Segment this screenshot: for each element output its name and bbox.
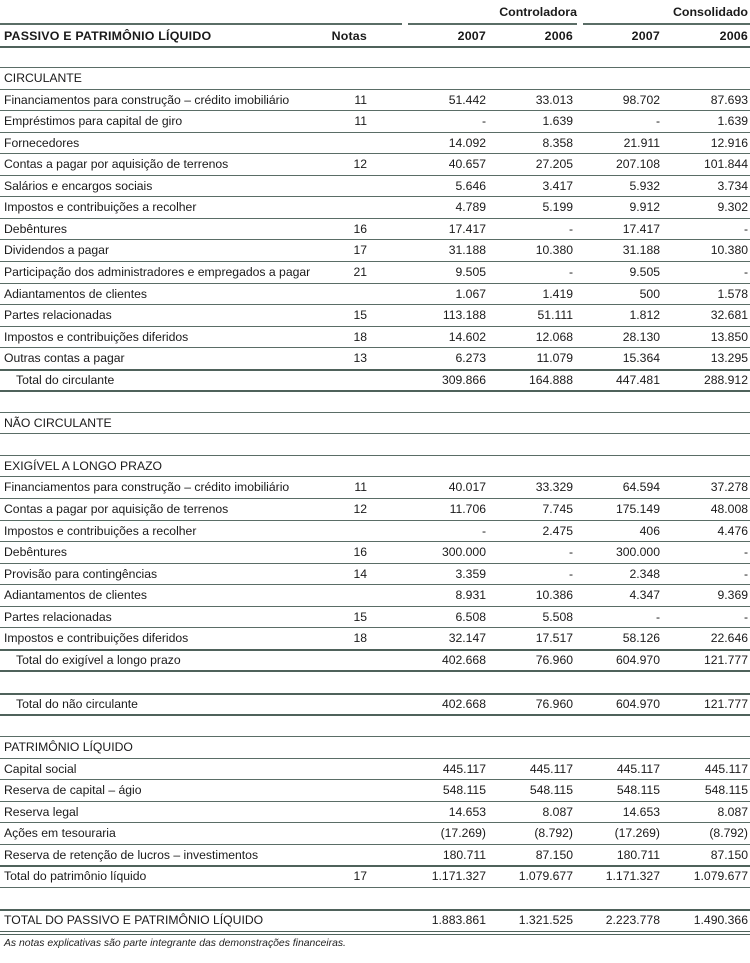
value-consolidado-2007: - bbox=[655, 114, 660, 128]
value-controladora-2006: 87.150 bbox=[535, 848, 573, 862]
value-controladora-2006: 1.079.677 bbox=[518, 869, 573, 883]
value-consolidado-2007: 28.130 bbox=[622, 330, 660, 344]
row-label: Fornecedores bbox=[4, 136, 80, 150]
section-title: PATRIMÔNIO LÍQUIDO bbox=[4, 740, 133, 754]
value-consolidado-2006: 37.278 bbox=[710, 480, 748, 494]
value-controladora-2006: 33.329 bbox=[535, 480, 573, 494]
double-rule bbox=[0, 931, 750, 935]
value-controladora-2006: 8.358 bbox=[542, 136, 573, 150]
table-row bbox=[0, 176, 750, 197]
value-consolidado-2006: 87.150 bbox=[710, 848, 748, 862]
value-consolidado-2007: 207.108 bbox=[615, 157, 660, 171]
value-consolidado-2007: 180.711 bbox=[616, 848, 660, 862]
row-label: Debêntures bbox=[4, 545, 68, 559]
row-nota: 16 bbox=[353, 545, 367, 559]
value-consolidado-2006: 12.916 bbox=[710, 136, 748, 150]
row-nota: 18 bbox=[353, 330, 367, 344]
row-label: Financiamentos para construção – crédito imobiliário bbox=[4, 93, 290, 107]
table-row bbox=[0, 628, 750, 649]
value-consolidado-2006: 13.850 bbox=[710, 330, 748, 344]
row-label: Partes relacionadas bbox=[4, 308, 112, 322]
row-nota: 17 bbox=[353, 869, 367, 883]
total-row-circulante bbox=[0, 370, 750, 391]
row-nota: 12 bbox=[353, 157, 367, 171]
table-row bbox=[0, 499, 750, 520]
value-consolidado-2006: (8.792) bbox=[709, 826, 748, 840]
value-consolidado-2006: - bbox=[743, 545, 748, 559]
value-consolidado-2007: - bbox=[655, 610, 660, 624]
value-consolidado-2007: 548.115 bbox=[616, 783, 660, 797]
row-label: Total do não circulante bbox=[16, 697, 138, 711]
value-consolidado-2007: 604.970 bbox=[615, 697, 660, 711]
row-nota: 15 bbox=[353, 308, 367, 322]
table-row bbox=[0, 845, 750, 866]
value-consolidado-2007: 5.932 bbox=[629, 179, 660, 193]
row-nota: 11 bbox=[354, 93, 367, 107]
table-row bbox=[0, 133, 750, 154]
value-consolidado-2007: 300.000 bbox=[615, 545, 660, 559]
row-label: Contas a pagar por aquisição de terrenos bbox=[4, 157, 229, 171]
value-consolidado-2007: 2.223.778 bbox=[605, 913, 660, 927]
value-controladora-2007: 9.505 bbox=[455, 265, 486, 279]
value-consolidado-2006: 1.079.677 bbox=[693, 869, 748, 883]
row-label: TOTAL DO PASSIVO E PATRIMÔNIO LÍQUIDO bbox=[4, 913, 264, 927]
value-controladora-2007: 402.668 bbox=[441, 653, 486, 667]
row-nota: 18 bbox=[353, 631, 367, 645]
value-consolidado-2006: 4.476 bbox=[717, 524, 748, 538]
value-controladora-2007: 51.442 bbox=[448, 93, 486, 107]
value-consolidado-2006: 121.777 bbox=[703, 697, 748, 711]
value-controladora-2007: 11.706 bbox=[449, 502, 486, 516]
section-heading-patrimonio bbox=[0, 737, 750, 758]
section-heading-exigivel bbox=[0, 456, 750, 477]
row-label: Adiantamentos de clientes bbox=[4, 287, 147, 301]
row-nota: 12 bbox=[353, 502, 367, 516]
value-consolidado-2007: 1.812 bbox=[629, 308, 660, 322]
value-controladora-2006: - bbox=[568, 545, 573, 559]
column-header-row bbox=[0, 26, 750, 47]
value-consolidado-2007: 17.417 bbox=[622, 222, 660, 236]
column-header-controladora-2007: 2007 bbox=[457, 29, 486, 43]
value-consolidado-2007: 406 bbox=[639, 524, 660, 538]
value-controladora-2006: (8.792) bbox=[534, 826, 573, 840]
divider bbox=[0, 714, 750, 716]
value-controladora-2006: 1.639 bbox=[542, 114, 573, 128]
value-consolidado-2007: 500 bbox=[639, 287, 660, 301]
value-controladora-2007: 1.067 bbox=[455, 287, 486, 301]
value-consolidado-2007: 64.594 bbox=[622, 480, 660, 494]
row-label: Impostos e contribuições diferidos bbox=[4, 330, 189, 344]
row-label: Partes relacionadas bbox=[4, 610, 112, 624]
grand-total-row bbox=[0, 910, 750, 931]
value-consolidado-2006: 288.912 bbox=[703, 373, 748, 387]
value-consolidado-2006: - bbox=[743, 222, 748, 236]
value-consolidado-2007: 1.171.327 bbox=[605, 869, 660, 883]
column-header-consolidado-2006: 2006 bbox=[719, 29, 748, 43]
value-consolidado-2007: (17.269) bbox=[614, 826, 660, 840]
value-consolidado-2006: 87.693 bbox=[710, 93, 748, 107]
divider bbox=[0, 433, 750, 434]
table-row bbox=[0, 585, 750, 606]
value-consolidado-2006: 48.008 bbox=[710, 502, 748, 516]
table-row bbox=[0, 542, 750, 563]
value-consolidado-2006: 1.578 bbox=[717, 287, 748, 301]
column-header-consolidado-2007: 2007 bbox=[631, 29, 660, 43]
value-controladora-2007: 402.668 bbox=[441, 697, 486, 711]
row-label: Impostos e contribuições diferidos bbox=[4, 631, 189, 645]
value-controladora-2007: - bbox=[481, 524, 486, 538]
value-controladora-2007: 40.657 bbox=[448, 157, 486, 171]
value-consolidado-2006: 1.490.366 bbox=[693, 913, 748, 927]
value-controladora-2007: 31.188 bbox=[448, 243, 486, 257]
value-controladora-2007: 6.273 bbox=[455, 351, 486, 365]
value-controladora-2006: 1.419 bbox=[542, 287, 573, 301]
value-controladora-2006: 76.960 bbox=[535, 653, 573, 667]
value-controladora-2006: 5.508 bbox=[542, 610, 573, 624]
row-nota: 17 bbox=[353, 243, 367, 257]
total-row-patrimonio bbox=[0, 866, 750, 887]
value-controladora-2006: 2.475 bbox=[542, 524, 573, 538]
section-title: CIRCULANTE bbox=[4, 71, 82, 85]
value-consolidado-2007: 604.970 bbox=[615, 653, 660, 667]
value-controladora-2006: 164.888 bbox=[528, 373, 573, 387]
row-label: Dividendos a pagar bbox=[4, 243, 110, 257]
value-controladora-2006: 445.117 bbox=[529, 762, 573, 776]
row-label: Outras contas a pagar bbox=[4, 351, 125, 365]
value-consolidado-2006: 101.844 bbox=[703, 157, 748, 171]
table-row bbox=[0, 477, 750, 498]
value-consolidado-2006: 548.115 bbox=[704, 783, 748, 797]
value-consolidado-2006: 445.117 bbox=[704, 762, 748, 776]
table-row bbox=[0, 823, 750, 844]
table-row bbox=[0, 759, 750, 780]
value-consolidado-2006: 1.639 bbox=[717, 114, 748, 128]
row-nota: 21 bbox=[353, 265, 367, 279]
value-controladora-2006: 11.079 bbox=[536, 351, 573, 365]
value-controladora-2006: 548.115 bbox=[529, 783, 573, 797]
divider bbox=[0, 390, 750, 392]
value-controladora-2007: 17.417 bbox=[448, 222, 486, 236]
row-label: Ações em tesouraria bbox=[4, 826, 116, 840]
row-label: Participação dos administradores e empregados a pagar bbox=[4, 265, 311, 279]
table-title: PASSIVO E PATRIMÔNIO LÍQUIDO bbox=[4, 29, 212, 43]
row-label: Impostos e contribuições a recolher bbox=[4, 200, 197, 214]
value-consolidado-2006: 3.734 bbox=[717, 179, 748, 193]
value-controladora-2006: - bbox=[568, 222, 573, 236]
value-consolidado-2006: 9.369 bbox=[717, 588, 748, 602]
value-controladora-2006: 17.517 bbox=[535, 631, 573, 645]
footnote: As notas explicativas são parte integrante das demonstrações financeiras. bbox=[4, 938, 346, 949]
divider bbox=[0, 670, 750, 672]
value-controladora-2006: 10.380 bbox=[535, 243, 573, 257]
section-title: EXIGÍVEL A LONGO PRAZO bbox=[4, 459, 163, 473]
table-row bbox=[0, 197, 750, 218]
table-row bbox=[0, 284, 750, 305]
value-consolidado-2007: 445.117 bbox=[616, 762, 660, 776]
value-consolidado-2006: 10.380 bbox=[710, 243, 748, 257]
value-controladora-2007: 1.883.861 bbox=[431, 913, 486, 927]
value-consolidado-2007: 175.149 bbox=[615, 502, 660, 516]
row-nota: 11 bbox=[354, 114, 367, 128]
row-label: Empréstimos para capital de giro bbox=[4, 114, 183, 128]
value-controladora-2006: 10.386 bbox=[535, 588, 573, 602]
value-consolidado-2007: 31.188 bbox=[622, 243, 660, 257]
section-heading-circulante bbox=[0, 68, 750, 89]
row-nota: 11 bbox=[354, 480, 367, 494]
value-consolidado-2007: 58.126 bbox=[622, 631, 660, 645]
value-controladora-2006: 5.199 bbox=[542, 200, 573, 214]
value-controladora-2007: 1.171.327 bbox=[431, 869, 486, 883]
row-label: Capital social bbox=[4, 762, 77, 776]
row-nota: 16 bbox=[353, 222, 367, 236]
value-controladora-2007: 40.017 bbox=[448, 480, 486, 494]
row-label: Impostos e contribuições a recolher bbox=[4, 524, 197, 538]
value-controladora-2007: 4.789 bbox=[455, 200, 486, 214]
row-label: Contas a pagar por aquisição de terrenos bbox=[4, 502, 229, 516]
value-consolidado-2007: 21.911 bbox=[623, 136, 660, 150]
value-controladora-2007: 14.602 bbox=[448, 330, 486, 344]
table-row bbox=[0, 219, 750, 240]
column-header-notas: Notas bbox=[331, 29, 367, 43]
row-label: Adiantamentos de clientes bbox=[4, 588, 147, 602]
divider bbox=[0, 46, 750, 48]
row-nota: 13 bbox=[353, 351, 367, 365]
table-row bbox=[0, 802, 750, 823]
group-title-controladora: Controladora bbox=[499, 5, 577, 19]
value-consolidado-2006: - bbox=[743, 265, 748, 279]
total-row-exigivel bbox=[0, 650, 750, 671]
value-controladora-2007: 300.000 bbox=[441, 545, 486, 559]
section-title: NÃO CIRCULANTE bbox=[4, 416, 112, 430]
total-row-nao-circulante bbox=[0, 694, 750, 715]
value-controladora-2007: 8.931 bbox=[455, 588, 486, 602]
table-row bbox=[0, 327, 750, 348]
value-controladora-2007: 113.188 bbox=[442, 308, 486, 322]
value-controladora-2006: 33.013 bbox=[535, 93, 573, 107]
value-consolidado-2007: 15.364 bbox=[622, 351, 660, 365]
value-controladora-2006: 12.068 bbox=[535, 330, 573, 344]
table-row bbox=[0, 564, 750, 585]
value-controladora-2006: 27.205 bbox=[535, 157, 573, 171]
value-consolidado-2006: 121.777 bbox=[703, 653, 748, 667]
group-title-consolidado: Consolidado bbox=[672, 5, 748, 19]
value-consolidado-2006: 13.295 bbox=[710, 351, 748, 365]
table-row bbox=[0, 780, 750, 801]
row-nota: 15 bbox=[353, 610, 367, 624]
value-controladora-2007: 445.117 bbox=[442, 762, 486, 776]
row-label: Salários e encargos sociais bbox=[4, 179, 153, 193]
table-row bbox=[0, 521, 750, 542]
row-label: Financiamentos para construção – crédito imobiliário bbox=[4, 480, 290, 494]
table-row bbox=[0, 111, 750, 132]
value-controladora-2006: 3.417 bbox=[542, 179, 573, 193]
value-controladora-2007: 14.653 bbox=[448, 805, 486, 819]
value-consolidado-2007: 2.348 bbox=[629, 567, 660, 581]
table-row bbox=[0, 154, 750, 175]
value-controladora-2006: 8.087 bbox=[542, 805, 573, 819]
section-heading-nao-circulante bbox=[0, 413, 750, 434]
header-rule-left bbox=[0, 23, 402, 25]
row-label: Reserva legal bbox=[4, 805, 79, 819]
value-consolidado-2006: 22.646 bbox=[710, 631, 748, 645]
table-row bbox=[0, 262, 750, 283]
value-controladora-2007: 180.711 bbox=[442, 848, 486, 862]
row-label: Provisão para contingências bbox=[4, 567, 158, 581]
value-controladora-2007: 5.646 bbox=[455, 179, 486, 193]
value-consolidado-2007: 98.702 bbox=[622, 93, 660, 107]
value-controladora-2006: - bbox=[568, 265, 573, 279]
row-label: Total do patrimônio líquido bbox=[4, 869, 147, 883]
table-row bbox=[0, 348, 750, 369]
table-row bbox=[0, 305, 750, 326]
value-controladora-2006: 1.321.525 bbox=[518, 913, 573, 927]
value-consolidado-2006: - bbox=[743, 610, 748, 624]
value-controladora-2007: - bbox=[481, 114, 486, 128]
table-row bbox=[0, 90, 750, 111]
value-consolidado-2006: - bbox=[743, 567, 748, 581]
table-row bbox=[0, 607, 750, 628]
value-controladora-2007: 6.508 bbox=[455, 610, 486, 624]
value-controladora-2007: 14.092 bbox=[448, 136, 486, 150]
table-row bbox=[0, 240, 750, 261]
column-header-controladora-2006: 2006 bbox=[544, 29, 573, 43]
value-controladora-2006: 76.960 bbox=[535, 697, 573, 711]
value-controladora-2007: 309.866 bbox=[441, 373, 486, 387]
value-controladora-2007: (17.269) bbox=[440, 826, 486, 840]
row-nota: 14 bbox=[353, 567, 367, 581]
row-label: Reserva de retenção de lucros – investimentos bbox=[4, 848, 259, 862]
value-consolidado-2007: 4.347 bbox=[629, 588, 660, 602]
divider bbox=[0, 887, 750, 888]
row-label: Total do exigível a longo prazo bbox=[16, 653, 181, 667]
value-consolidado-2007: 9.912 bbox=[629, 200, 660, 214]
value-controladora-2006: 7.745 bbox=[542, 502, 573, 516]
row-label: Debêntures bbox=[4, 222, 68, 236]
header-rule-controladora bbox=[408, 23, 577, 25]
value-controladora-2007: 32.147 bbox=[448, 631, 486, 645]
header-rule-consolidado bbox=[583, 23, 750, 25]
value-controladora-2007: 548.115 bbox=[442, 783, 486, 797]
row-label: Total do circulante bbox=[16, 373, 115, 387]
value-consolidado-2007: 14.653 bbox=[622, 805, 660, 819]
value-consolidado-2007: 9.505 bbox=[629, 265, 660, 279]
value-controladora-2006: - bbox=[568, 567, 573, 581]
value-controladora-2007: 3.359 bbox=[455, 567, 486, 581]
value-consolidado-2006: 8.087 bbox=[717, 805, 748, 819]
value-controladora-2006: 51.111 bbox=[537, 308, 573, 322]
value-consolidado-2007: 447.481 bbox=[615, 373, 660, 387]
row-label: Reserva de capital – ágio bbox=[4, 783, 142, 797]
value-consolidado-2006: 9.302 bbox=[717, 200, 748, 214]
value-consolidado-2006: 32.681 bbox=[710, 308, 748, 322]
